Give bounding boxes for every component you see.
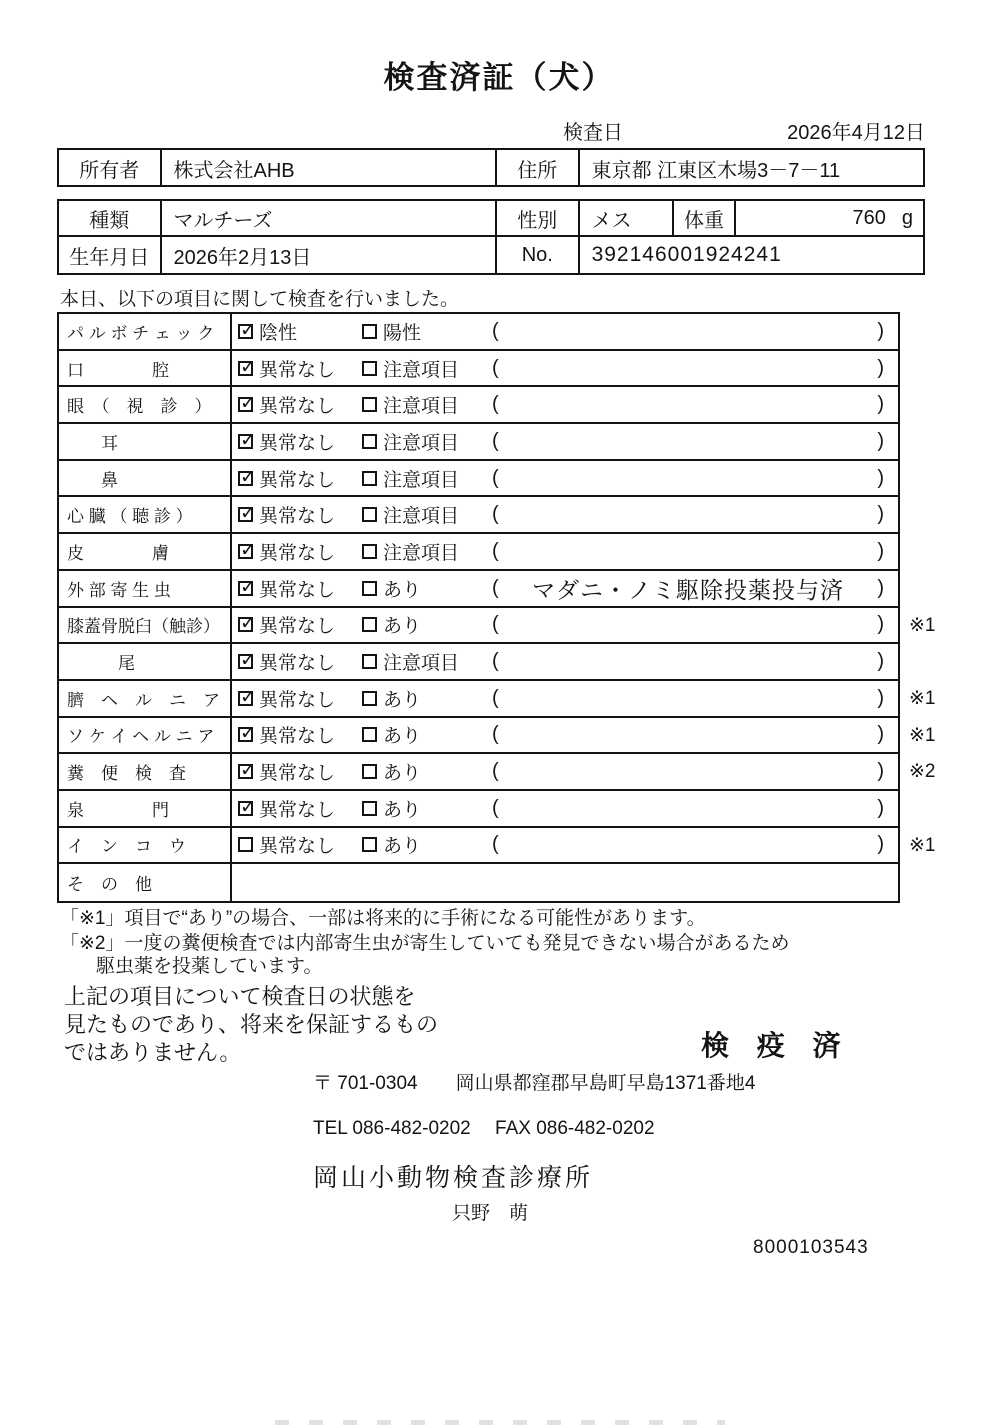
check-option-label: 異常なし (259, 763, 336, 785)
check-option (362, 318, 492, 345)
exam-date-value: 2026年4月12日 (787, 122, 925, 144)
check-option-label: 異常なし (259, 469, 336, 491)
checkbox-checked-icon[interactable] (238, 581, 253, 596)
check-option (238, 355, 362, 382)
check-row (59, 387, 898, 424)
checkbox-unchecked-icon[interactable] (362, 471, 377, 486)
check-row (59, 461, 898, 498)
check-item-label: 皮 膚 (59, 534, 232, 569)
check-row (59, 351, 898, 388)
check-row (59, 424, 898, 461)
check-option-label: 異常なし (259, 653, 336, 675)
close-paren: ) (877, 760, 884, 783)
check-option (238, 831, 362, 858)
check-option-label: 注意項目 (383, 359, 460, 381)
check-option-label: あり (383, 726, 422, 748)
checkbox-unchecked-icon[interactable] (362, 397, 377, 412)
check-option (238, 465, 362, 492)
clinic-address-line (313, 1068, 755, 1095)
disclaimer-line-2: 見たものであり、将来を保証するもの (64, 1012, 439, 1037)
result-paren-zone (492, 572, 898, 605)
check-item-label: 心 臓 （ 聴 診 ） (59, 497, 232, 532)
check-row (59, 718, 936, 755)
close-paren: ) (877, 723, 884, 746)
checkbox-unchecked-icon[interactable] (362, 324, 377, 339)
disclaimer-line-1: 上記の項目について検査日の状態を (64, 984, 416, 1009)
pet-table (57, 199, 925, 275)
check-item-label: 鼻 (59, 461, 232, 496)
check-row (59, 754, 936, 791)
result-note-text: マダニ・ノミ駆除投薬投与済 (532, 576, 844, 603)
sex-value: メス (580, 201, 675, 235)
check-option (238, 538, 362, 565)
close-paren: ) (877, 429, 884, 452)
check-option-label: 注意項目 (383, 396, 460, 418)
check-item-label: そ の 他 (59, 864, 232, 901)
check-item-label: 臍 ヘ ル ニ ア (59, 681, 232, 716)
check-row (59, 608, 936, 645)
check-row (59, 497, 898, 534)
exam-date-label: 検査日 (563, 122, 623, 144)
checkbox-unchecked-icon[interactable] (362, 361, 377, 376)
page-title: 検査済証（犬） (383, 60, 615, 95)
open-paren: ( (492, 466, 499, 489)
result-paren-zone (492, 760, 898, 783)
check-row (59, 314, 898, 351)
result-paren-zone (492, 467, 898, 490)
check-option (362, 501, 492, 528)
quarantine-passed-stamp: 検 疫 済 (701, 1030, 851, 1061)
document-serial-number: 8000103543 (753, 1237, 869, 1258)
check-table-body (57, 312, 936, 903)
result-paren-zone (492, 723, 898, 746)
close-paren: ) (877, 466, 884, 489)
check-option-label: 異常なし (259, 579, 336, 601)
checkbox-checked-icon[interactable] (238, 397, 253, 412)
close-paren: ) (877, 650, 884, 673)
scan-artifact (275, 1420, 725, 1425)
pet-table-row-2 (59, 237, 923, 273)
checkbox-unchecked-icon[interactable] (362, 434, 377, 449)
owner-table (57, 148, 925, 187)
check-option-label: あり (383, 836, 422, 858)
open-paren: ( (492, 833, 499, 856)
check-option-label: 異常なし (259, 726, 336, 748)
check-option (362, 795, 492, 822)
check-row (59, 828, 936, 865)
check-item-label: 糞 便 検 査 (59, 754, 232, 789)
checkbox-checked-icon[interactable] (238, 691, 253, 706)
check-option-label: 陽性 (383, 322, 422, 344)
check-option-label: あり (383, 689, 422, 711)
owner-address-label: 住所 (497, 150, 580, 186)
check-option (238, 758, 362, 785)
check-item-label: ソ ケ イ ヘ ル ニ ア (59, 718, 232, 753)
checkbox-unchecked-icon[interactable] (362, 691, 377, 706)
close-paren: ) (877, 613, 884, 636)
row-footnote-ref: ※1 (909, 834, 936, 856)
check-item-label: 尾 (59, 644, 232, 679)
check-option-label: 注意項目 (383, 469, 460, 491)
clinic-address: 岡山県都窪郡早島町早島1371番地4 (455, 1073, 756, 1094)
check-option-label: 注意項目 (383, 653, 460, 675)
check-row (59, 571, 898, 608)
owner-table-row (59, 150, 923, 186)
check-option (362, 465, 492, 492)
check-option-label: 陰性 (259, 322, 298, 344)
birthdate-label: 生年月日 (59, 237, 162, 273)
check-option (362, 355, 492, 382)
open-paren: ( (492, 393, 499, 416)
checkbox-unchecked-icon[interactable] (362, 654, 377, 669)
check-option (238, 648, 362, 675)
sex-label: 性別 (497, 201, 580, 235)
weight-cell (736, 201, 923, 235)
check-item-label: イ ン コ ウ (59, 828, 232, 863)
check-option (362, 685, 492, 712)
check-item-label: パ ル ボ チ ェ ッ ク (59, 314, 232, 349)
checkbox-unchecked-icon[interactable] (362, 801, 377, 816)
check-item-label: 眼 （ 視 診 ） (59, 387, 232, 422)
check-option (362, 758, 492, 785)
check-option-label: あり (383, 579, 422, 601)
open-paren: ( (492, 503, 499, 526)
result-paren-zone (492, 430, 898, 453)
check-option (362, 721, 492, 748)
check-item-label: 膝蓋骨脱臼（触診） (59, 608, 232, 643)
breed-value: マルチーズ (162, 201, 497, 235)
checkbox-checked-icon[interactable] (238, 544, 253, 559)
check-option-label: あり (383, 763, 422, 785)
footnote-2-continued: 駆虫薬を投薬しています。 (96, 956, 323, 977)
id-number-value: 392146001924241 (591, 243, 782, 266)
check-option (238, 721, 362, 748)
row-footnote-ref: ※1 (909, 614, 936, 636)
result-paren-zone (492, 650, 898, 673)
check-option (238, 428, 362, 455)
open-paren: ( (492, 723, 499, 746)
footnote-1: 「※1」項目で“あり”の場合、一部は将来的に手術になる可能性があります。 (60, 908, 706, 929)
check-option (238, 795, 362, 822)
check-row (59, 791, 898, 828)
checkbox-checked-icon[interactable] (238, 801, 253, 816)
owner-value: 株式会社AHB (162, 150, 497, 186)
close-paren: ) (877, 503, 884, 526)
checkbox-unchecked-icon[interactable] (362, 581, 377, 596)
checkbox-unchecked-icon[interactable] (362, 617, 377, 632)
check-option (238, 685, 362, 712)
veterinarian-name: 只野 萌 (452, 1203, 529, 1224)
clinic-postal-code: 〒 701-0304 (313, 1073, 418, 1094)
close-paren: ) (877, 576, 884, 599)
check-option-label: あり (383, 799, 422, 821)
open-paren: ( (492, 429, 499, 452)
check-option-label: 異常なし (259, 542, 336, 564)
check-row (59, 534, 898, 571)
check-row (59, 864, 898, 901)
check-option-label: 異常なし (259, 836, 336, 858)
open-paren: ( (492, 760, 499, 783)
check-option-label: 異常なし (259, 432, 336, 454)
result-paren-zone (492, 613, 898, 636)
check-option (362, 648, 492, 675)
check-option-label: 異常なし (259, 616, 336, 638)
check-option (362, 391, 492, 418)
checkbox-checked-icon[interactable] (238, 654, 253, 669)
check-option (238, 611, 362, 638)
result-paren-zone (492, 357, 898, 380)
breed-label: 種類 (59, 201, 162, 235)
disclaimer-line-3: ではありません。 (64, 1040, 242, 1065)
check-option (362, 575, 492, 602)
result-paren-zone (492, 393, 898, 416)
check-option (362, 538, 492, 565)
check-option-label: 異常なし (259, 506, 336, 528)
check-option-label: 注意項目 (383, 432, 460, 454)
check-item-label: 耳 (59, 424, 232, 459)
close-paren: ) (877, 796, 884, 819)
open-paren: ( (492, 576, 499, 599)
check-option-label: 異常なし (259, 359, 336, 381)
checkbox-unchecked-icon[interactable] (362, 544, 377, 559)
check-option (362, 611, 492, 638)
clinic-name: 岡山小動物検査診療所 (313, 1164, 594, 1192)
check-item-label: 泉 門 (59, 791, 232, 826)
open-paren: ( (492, 539, 499, 562)
result-paren-zone (492, 540, 898, 563)
disclaimer-text (64, 983, 438, 1067)
checkbox-checked-icon[interactable] (238, 727, 253, 742)
intro-sentence: 本日、以下の項目に関して検査を行いました。 (60, 289, 460, 310)
check-item-label: 口 腔 (59, 351, 232, 386)
checkbox-checked-icon[interactable] (238, 434, 253, 449)
check-option-label: 注意項目 (383, 506, 460, 528)
check-option-label: 異常なし (259, 396, 336, 418)
open-paren: ( (492, 613, 499, 636)
owner-label: 所有者 (59, 150, 162, 186)
pet-table-row-1 (59, 201, 923, 237)
checkbox-unchecked-icon[interactable] (362, 837, 377, 852)
footnote-2: 「※2」一度の糞便検査では内部寄生虫が寄生していても発見できない場合があるため (60, 933, 790, 954)
check-option-label: 異常なし (259, 799, 336, 821)
checkbox-checked-icon[interactable] (238, 361, 253, 376)
close-paren: ) (877, 539, 884, 562)
check-option (362, 831, 492, 858)
id-number-label: No. (497, 237, 580, 273)
open-paren: ( (492, 356, 499, 379)
open-paren: ( (492, 319, 499, 342)
birthdate-value: 2026年2月13日 (162, 237, 497, 273)
check-item-label: 外 部 寄 生 虫 (59, 571, 232, 606)
result-paren-zone (492, 320, 898, 343)
close-paren: ) (877, 686, 884, 709)
weight-unit: g (901, 206, 913, 229)
check-option-label: あり (383, 616, 422, 638)
checkbox-checked-icon[interactable] (238, 764, 253, 779)
checkbox-unchecked-icon[interactable] (362, 727, 377, 742)
check-option (238, 501, 362, 528)
row-footnote-ref: ※1 (909, 724, 936, 746)
check-option (238, 318, 362, 345)
close-paren: ) (877, 319, 884, 342)
owner-address-value: 東京都 江東区木場3－7－11 (591, 159, 841, 182)
open-paren: ( (492, 796, 499, 819)
result-paren-zone (492, 797, 898, 820)
exam-date-row (563, 116, 925, 145)
check-option (238, 575, 362, 602)
check-option-label: 注意項目 (383, 542, 460, 564)
checkbox-checked-icon[interactable] (238, 507, 253, 522)
clinic-tel-fax: TEL 086-482-0202 FAX 086-482-0202 (313, 1118, 655, 1139)
check-option (238, 391, 362, 418)
checkbox-unchecked-icon[interactable] (362, 507, 377, 522)
result-paren-zone (492, 503, 898, 526)
row-footnote-ref: ※1 (909, 687, 936, 709)
result-paren-zone (492, 833, 898, 856)
close-paren: ) (877, 833, 884, 856)
close-paren: ) (877, 356, 884, 379)
checkbox-checked-icon[interactable] (238, 471, 253, 486)
checkbox-unchecked-icon[interactable] (238, 837, 253, 852)
row-footnote-ref: ※2 (909, 761, 936, 783)
check-row (59, 681, 936, 718)
check-option-label: 異常なし (259, 689, 336, 711)
checkbox-checked-icon[interactable] (238, 617, 253, 632)
check-option (362, 428, 492, 455)
close-paren: ) (877, 393, 884, 416)
weight-value: 760 (852, 206, 886, 229)
open-paren: ( (492, 650, 499, 673)
checkbox-checked-icon[interactable] (238, 324, 253, 339)
weight-label: 体重 (674, 201, 736, 235)
result-paren-zone (492, 687, 898, 710)
open-paren: ( (492, 686, 499, 709)
checkbox-unchecked-icon[interactable] (362, 764, 377, 779)
check-row (59, 644, 898, 681)
